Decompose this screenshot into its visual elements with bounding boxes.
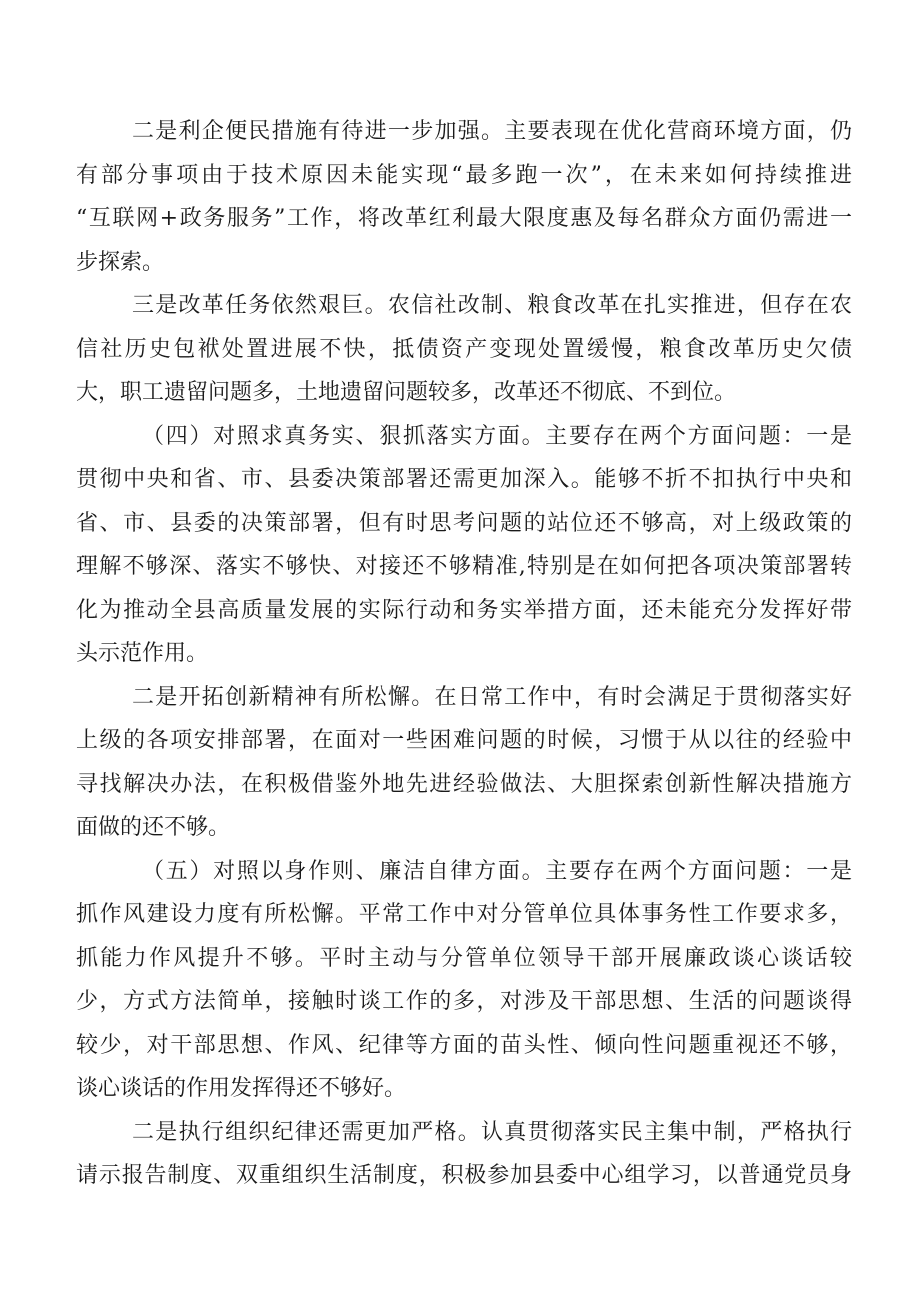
paragraph-5 — [76, 850, 852, 1111]
paragraph-6 — [76, 1111, 852, 1198]
text-line: 二是开拓创新精神有所松懈。在日常工作中，有时会满足于贯彻落实好 — [132, 684, 852, 710]
text-line: 二是利企便民措施有待进一步加强。主要表现在优化营商环境方面，仍 — [132, 119, 852, 144]
paragraph-1 — [76, 110, 852, 284]
text-line: 面做的还不够。 — [76, 815, 231, 840]
paragraph-4 — [76, 676, 852, 850]
text-line: 化为推动全县高质量发展的实际行动和务实举措方面，还未能充分发挥好带 — [76, 597, 852, 623]
text-line: “互联网+政务服务”工作，将改革红利最大限度惠及每名群众方面仍需进一 — [76, 206, 852, 231]
text-line: （五）对照以身作则、廉洁自律方面。主要存在两个方面问题：一是 — [142, 858, 852, 884]
text-line: 省、市、县委的决策部署，但有时思考问题的站位还不够高，对上级政策的 — [76, 510, 852, 536]
text-line: 上级的各项安排部署，在面对一些困难问题的时候，习惯于从以往的经验中 — [76, 728, 852, 753]
text-line: 三是改革任务依然艰巨。农信社改制、粮食改革在扎实推进，但存在农 — [132, 293, 852, 318]
text-line: 有部分事项由于技术原因未能实现“最多跑一次”，在未来如何持续推进 — [76, 162, 852, 188]
document-body — [76, 110, 852, 1198]
text-line: 寻找解决办法，在积极借鉴外地先进经验做法、大胆探索创新性解决措施方 — [76, 771, 852, 797]
text-line: 步探索。 — [76, 249, 165, 275]
text-line: 谈心谈话的作用发挥得还不够好。 — [76, 1076, 407, 1101]
text-line: 抓作风建设力度有所松懈。平常工作中对分管单位具体事务性工作要求多， — [76, 902, 852, 927]
paragraph-3 — [76, 415, 852, 676]
text-line: 请示报告制度、双重组织生活制度，积极参加县委中心组学习，以普通党员身 — [76, 1163, 852, 1188]
text-line: 二是执行组织纪律还需更加严格。认真贯彻落实民主集中制，严格执行 — [132, 1119, 852, 1145]
text-line: 贯彻中央和省、市、县委决策部署还需更加深入。能够不折不扣执行中央和 — [76, 467, 852, 492]
text-line: 大，职工遗留问题多，土地遗留问题较多，改革还不彻底、不到位。 — [76, 380, 737, 405]
text-line: 头示范作用。 — [76, 641, 209, 666]
paragraph-2 — [76, 284, 852, 415]
text-line: （四）对照求真务实、狠抓落实方面。主要存在两个方面问题：一是 — [142, 423, 852, 449]
text-line: 较少，对干部思想、作风、纪律等方面的苗头性、倾向性问题重视还不够， — [76, 1032, 852, 1058]
text-line: 抓能力作风提升不够。平时主动与分管单位领导干部开展廉政谈心谈话较 — [76, 945, 852, 971]
text-line: 少，方式方法简单，接触时谈工作的多，对涉及干部思想、生活的问题谈得 — [76, 989, 852, 1014]
text-line: 理解不够深、落实不够快、对接还不够精准,特别是在如何把各项决策部署转 — [76, 554, 852, 579]
text-line: 信社历史包袱处置进展不快，抵债资产变现处置缓慢，粮食改革历史欠债 — [76, 336, 852, 362]
